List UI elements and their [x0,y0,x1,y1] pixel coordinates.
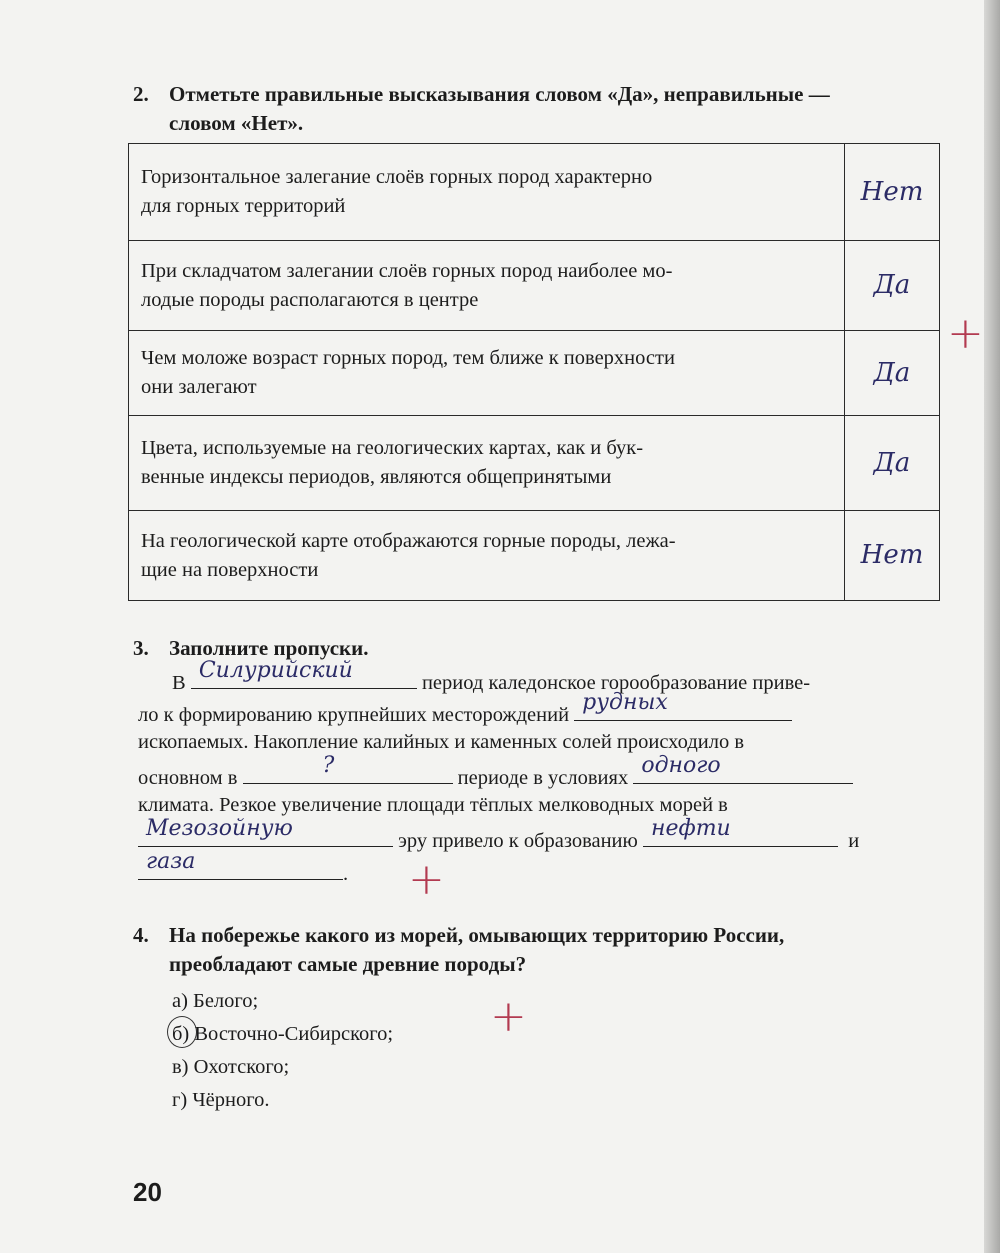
statement: Горизонтальное залегание слоёв горных пород характерно для горных территорий [129,144,845,241]
task4-title: 4. На побережье какого из морей, омывающих территорию России, преобладают самые древние породы? [133,923,785,976]
answer-option[interactable]: б) Восточно-Сибирского; [172,1023,394,1045]
answer-cell[interactable]: Нет [845,511,940,601]
statement: Цвета, используемые на геологических картах, как и бук- венные индексы периодов, являются общепринятыми [129,416,845,511]
blank-field[interactable]: газа [138,855,343,880]
page-edge [984,0,1000,1253]
grade-plus-mark: + [947,308,984,359]
table-row [129,331,940,416]
table-row [129,241,940,331]
task3-line: газа . [138,855,938,890]
task3-line: ло к формированию крупнейших месторождений рудных [138,696,938,731]
task3-line: основном в ? периоде в условиях одного [138,759,938,794]
statements-table [128,143,940,601]
task3-title: 3. Заполните пропуски. [133,636,369,660]
blank-field[interactable]: рудных [574,696,792,721]
task2-title [133,80,830,138]
blank-field[interactable]: Мезозойную [138,822,393,847]
answer-option[interactable]: в) Охотского; [172,1056,290,1078]
blank-field[interactable]: нефти [643,822,838,847]
blank-field[interactable]: ? [243,759,453,784]
table-row [129,144,940,241]
statement: На геологической карте отображаются горные породы, лежа- щие на поверхности [129,511,845,601]
task3-line: ископаемых. Накопление калийных и каменных солей происходило в [138,731,745,753]
task-number: 2. [133,82,149,106]
answer-cell[interactable]: Да [845,331,940,416]
task-title-line: словом «Нет». [169,111,304,135]
grade-plus-mark: + [408,854,445,905]
blank-field[interactable]: Силурийский [191,664,417,689]
task3-line: Мезозойную эру привело к образованию нефти и [138,822,938,857]
table-row [129,416,940,511]
answer-cell[interactable]: Да [845,416,940,511]
task3-line: В Силурийский период каледонское горообразование приве- [172,658,811,694]
answer-option[interactable]: г) Чёрного. [172,1089,270,1111]
statement: Чем моложе возраст горных пород, тем ближе к поверхности они залегают [129,331,845,416]
task-title-line: Отметьте правильные высказывания словом «Да», неправильные — [169,82,830,106]
table-row [129,511,940,601]
statement: При складчатом залегании слоёв горных пород наиболее мо- лодые породы располагаются в центре [129,241,845,331]
answer-option[interactable]: а) Белого; [172,990,259,1012]
answer-cell[interactable]: Нет [845,144,940,241]
page-number: 20 [133,1177,162,1207]
task3-line: климата. Резкое увеличение площади тёплых мелководных морей в [138,794,728,816]
grade-plus-mark: + [490,991,527,1042]
answer-cell[interactable]: Да [845,241,940,331]
blank-field[interactable]: одного [633,759,853,784]
